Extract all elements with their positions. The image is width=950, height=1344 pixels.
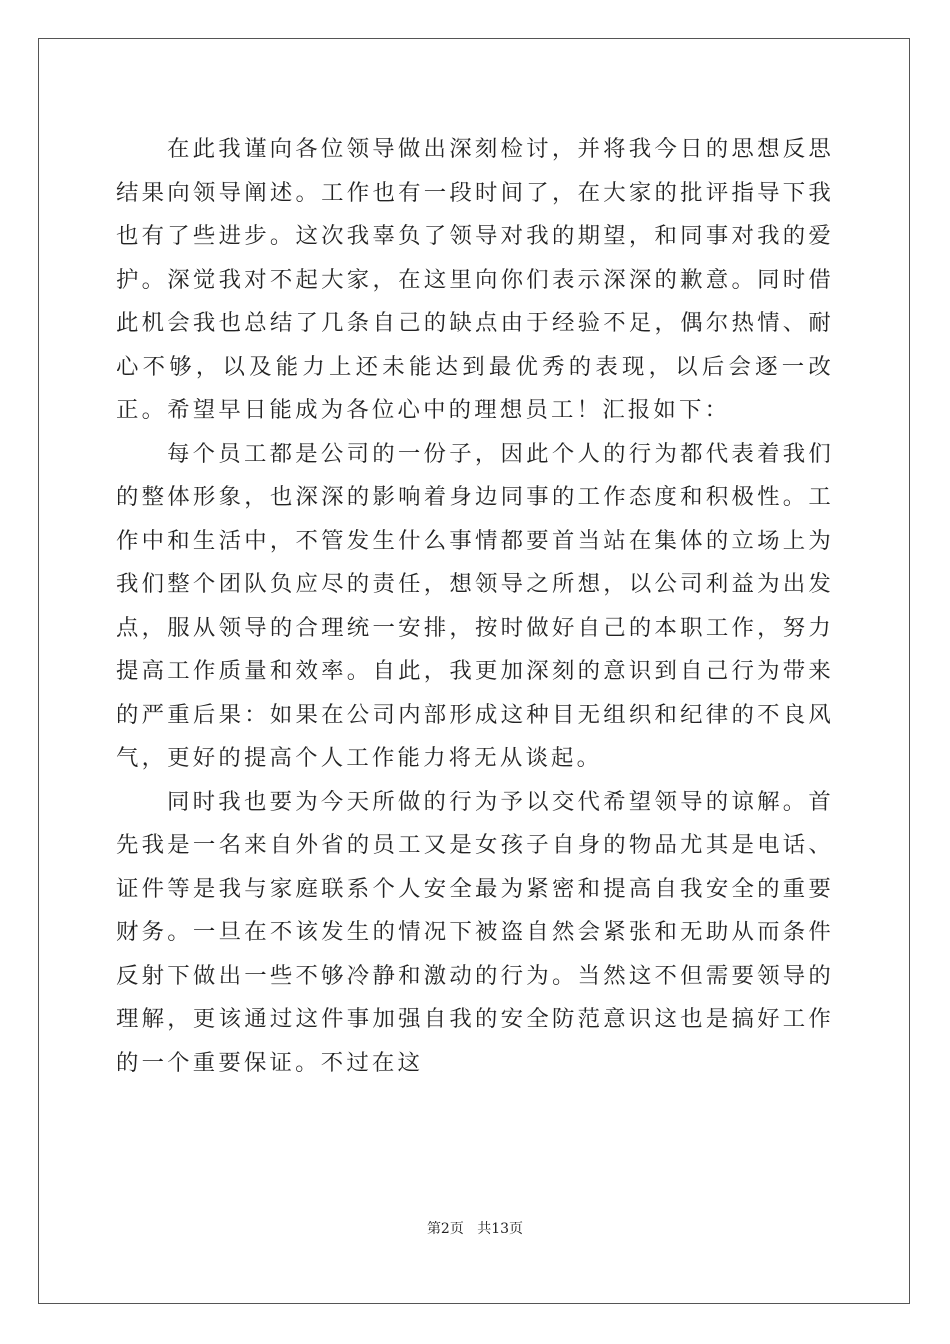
document-body	[116, 128, 834, 1085]
page-footer	[0, 1218, 950, 1238]
paragraph-2: 每个员工都是公司的一份子，因此个人的行为都代表着我们的整体形象，也深深的影响着身边同事的工作态度和积极性。工作中和生活中，不管发生什么事情都要首当站在集体的立场上为我们整个团队负应尽的责任，想领导之所想，以公司利益为出发点，服从领导的合理统一安排，按时做好自己的本职工作，努力提高工作质量和效率。自此，我更加深刻的意识到自己行为带来的严重后果：如果在公司内部形成这种目无组织和纪律的不良风气，更好的提高个人工作能力将无从谈起。	[116, 440, 834, 771]
paragraph-3: 同时我也要为今天所做的行为予以交代希望领导的谅解。首先我是一名来自外省的员工又是女孩子自身的物品尤其是电话、证件等是我与家庭联系个人安全最为紧密和提高自我安全的重要财务。一旦在不该发生的情况下被盗自然会紧张和无助从而条件反射下做出一些不够冷静和激动的行为。当然这不但需要领导的理解，更该通过这件事加强自我的安全防范意识这也是搞好工作的一个重要保证。不过在这	[116, 788, 834, 1076]
paragraph-1: 在此我谨向各位领导做出深刻检讨，并将我今日的思想反思结果向领导阐述。工作也有一段时间了，在大家的批评指导下我也有了些进步。这次我辜负了领导对我的期望，和同事对我的爱护。深觉我对不起大家，在这里向你们表示深深的歉意。同时借此机会我也总结了几条自己的缺点由于经验不足，偶尔热情、耐心不够，以及能力上还未能达到最优秀的表现，以后会逐一改正。希望早日能成为各位心中的理想员工！汇报如下：	[116, 136, 834, 423]
current-page-label: 第2页	[426, 1221, 464, 1237]
total-pages-label: 共13页	[477, 1221, 524, 1237]
